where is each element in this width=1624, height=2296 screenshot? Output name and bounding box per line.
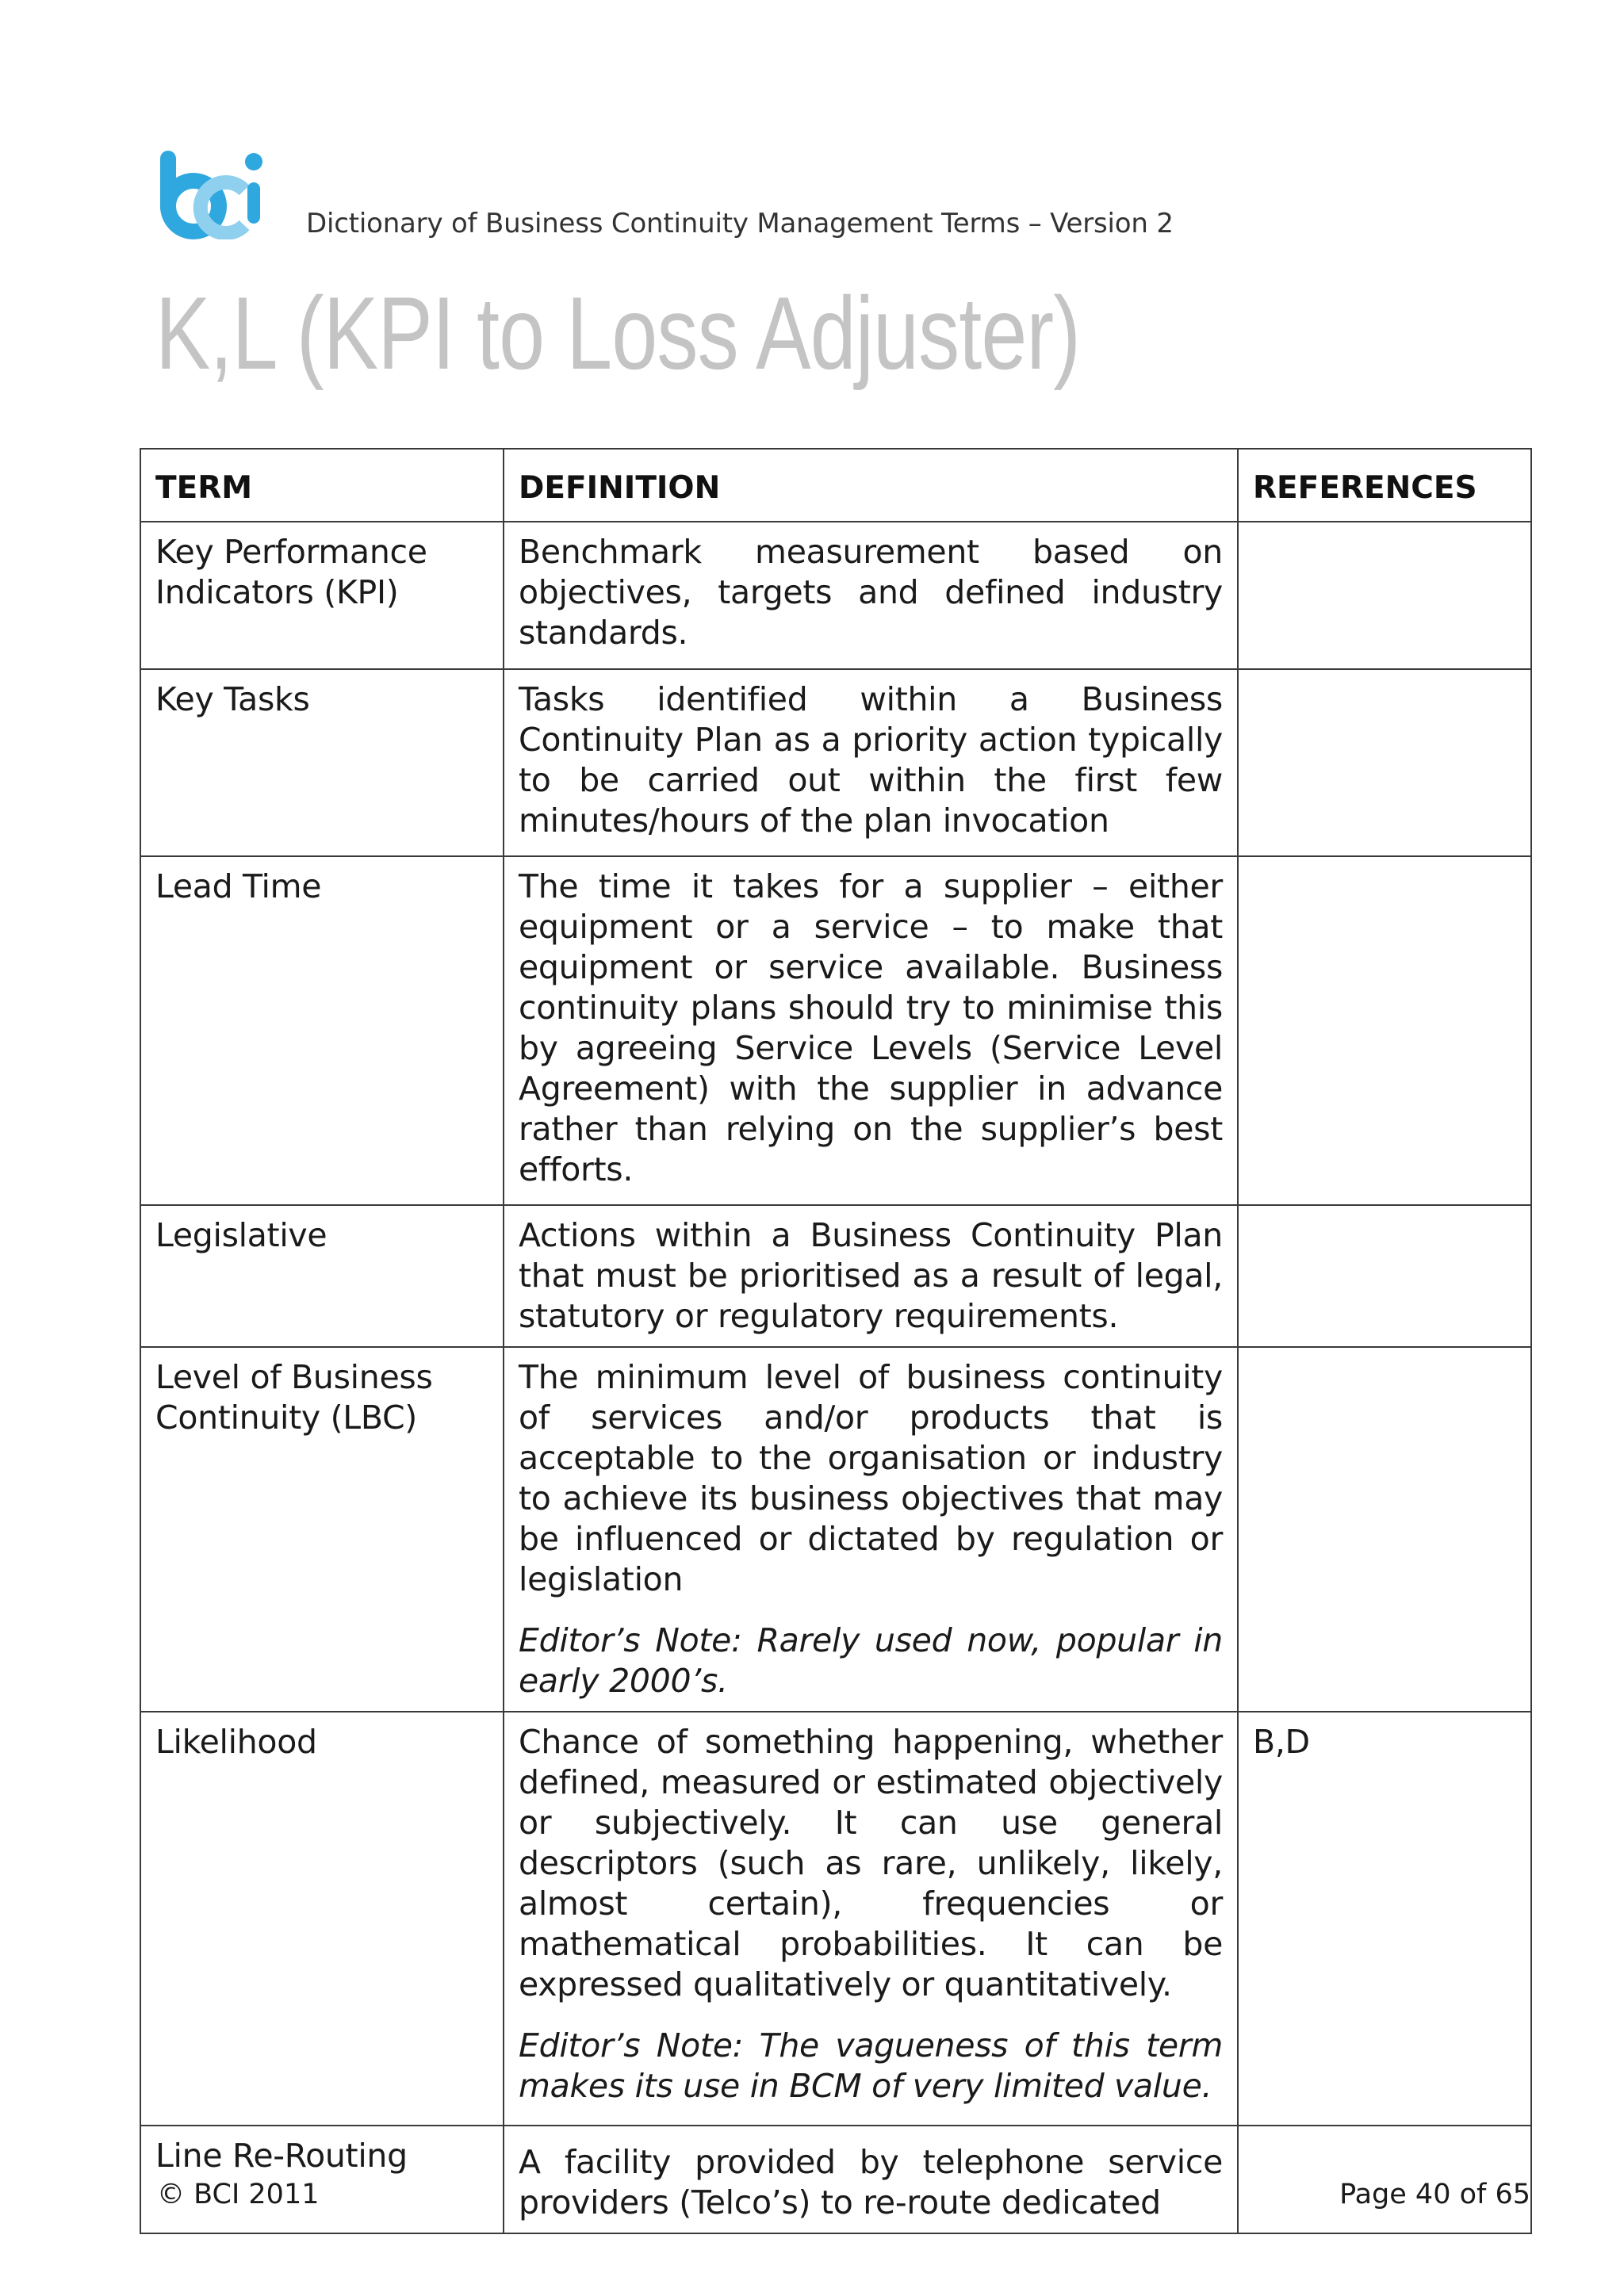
references-cell — [1238, 1347, 1531, 1712]
definition-text: Chance of something happening, whether defined, measured or estimated objectively or subjectively. It can use general descriptors (such as rare, unlikely, likely, almost certain), frequencies or mathematical probabilities. It can be expressed qualitatively or quantitatively. — [519, 1723, 1223, 2003]
definition-text: The time it takes for a supplier – either equipment or a service – to make that equipment or service available. Business continuity plans should try to minimise this by agreeing Service Levels (Service Level Agreement) with the supplier in advance rather than relying on the supplier’s best efforts. — [519, 867, 1223, 1188]
term-cell: Key Tasks — [140, 669, 504, 856]
term-cell: Level of Business Continuity (LBC) — [140, 1347, 504, 1712]
definition-text: Actions within a Business Continuity Plan that must be prioritised as a result of legal, statutory or regulatory requirements. — [519, 1216, 1223, 1335]
definition-cell — [504, 669, 1238, 856]
editor-note: Editor’s Note: The vagueness of this term makes its use in BCM of very limited value. — [519, 2026, 1223, 2105]
table-row — [140, 669, 1531, 856]
column-header-references: REFERENCES — [1238, 449, 1531, 522]
document-title: Dictionary of Business Continuity Management Terms – Version 2 — [306, 208, 1174, 239]
table-row — [140, 1205, 1531, 1347]
table-header-row — [140, 449, 1531, 522]
column-header-term: TERM — [140, 449, 504, 522]
editor-note: Editor’s Note: Rarely used now, popular in early 2000’s. — [519, 1621, 1223, 1700]
definition-cell — [504, 1712, 1238, 2126]
table-row — [140, 1347, 1531, 1712]
definition-cell — [504, 1205, 1238, 1347]
definition-text: The minimum level of business continuity of services and/or products that is acceptable to the organisation or industry to achieve its business objectives that may be influenced or dictated by regulation or legislation — [519, 1358, 1223, 1598]
table-row — [140, 856, 1531, 1205]
definition-text: Benchmark measurement based on objectives, targets and defined industry standards. — [519, 533, 1223, 652]
term-cell: Line Re-Routing — [140, 2126, 504, 2233]
references-cell — [1238, 856, 1531, 1205]
definition-text: Tasks identified within a Business Continuity Plan as a priority action typically to be carried out within the first few minutes/hours of the plan invocation — [519, 680, 1223, 840]
definition-text: A facility provided by telephone service providers (Telco’s) to re-route dedicated — [519, 2143, 1223, 2221]
table-row — [140, 522, 1531, 669]
references-cell: B,D — [1238, 1712, 1531, 2126]
table-row — [140, 2126, 1531, 2233]
term-cell: Likelihood — [140, 1712, 504, 2126]
definition-cell — [504, 2126, 1238, 2233]
table-row — [140, 1712, 1531, 2126]
footer-copyright: © BCI 2011 — [157, 2179, 320, 2210]
footer-page-number: Page 40 of 65 — [1339, 2179, 1530, 2210]
term-cell: Lead Time — [140, 856, 504, 1205]
references-cell — [1238, 1205, 1531, 1347]
terms-table — [140, 448, 1532, 2234]
references-cell — [1238, 522, 1531, 669]
definition-cell — [504, 856, 1238, 1205]
page-heading: K,L (KPI to Loss Adjuster) — [155, 275, 1081, 391]
column-header-definition: DEFINITION — [504, 449, 1238, 522]
definition-cell — [504, 522, 1238, 669]
bci-logo — [159, 151, 266, 239]
references-cell — [1238, 669, 1531, 856]
definition-cell — [504, 1347, 1238, 1712]
term-cell: Legislative — [140, 1205, 504, 1347]
term-cell: Key Performance Indicators (KPI) — [140, 522, 504, 669]
